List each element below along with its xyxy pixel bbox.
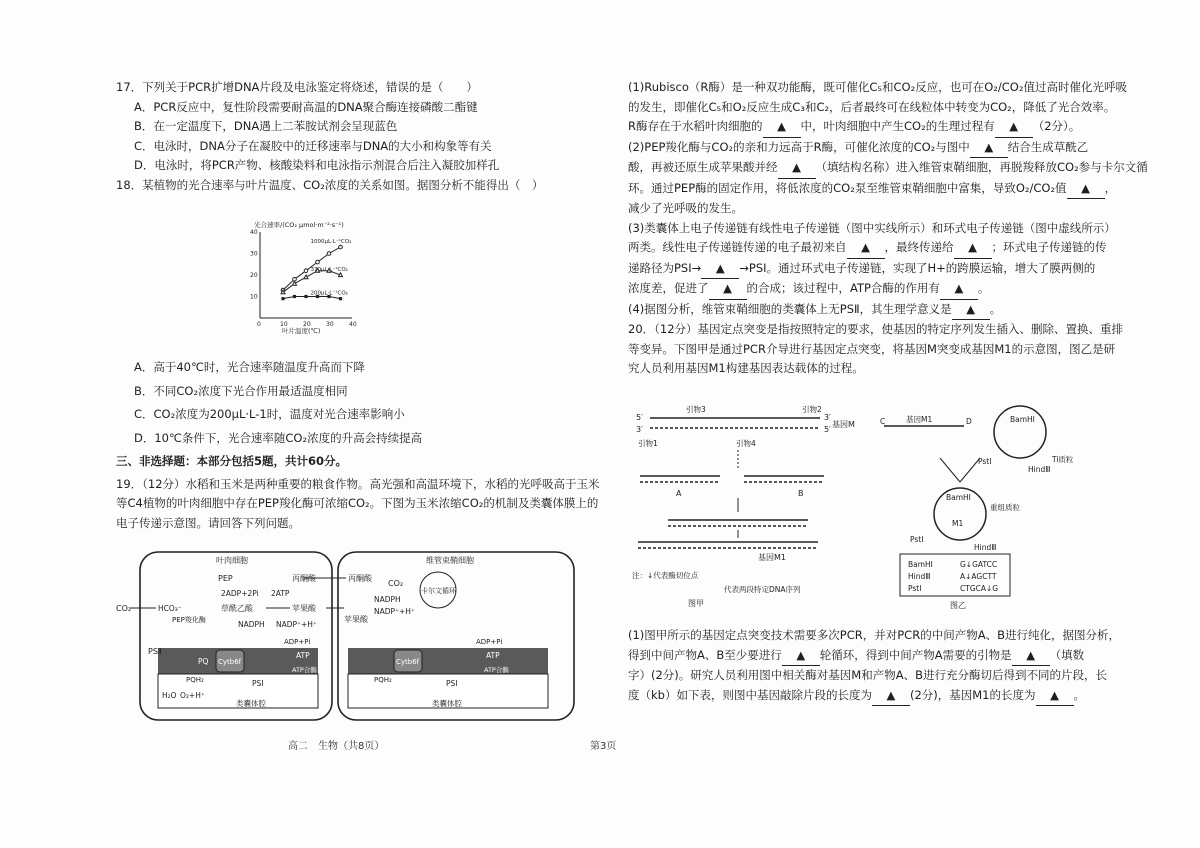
q20-1-text-a: 得到中间产物A、B至少要进行 [628,647,782,662]
q19-2-text-a: (2)PEP羧化酶与CO₂的亲和力远高于R酶，可催化浓度的CO₂与图中 [628,139,970,154]
q18-chart [232,218,362,336]
data-point [281,297,284,300]
figure-yi-caption: 图乙 [950,601,966,610]
psii-label: PSⅡ [148,647,162,656]
q19-stem-1: 19．（12分）水稻和玉米是两种重要的粮食作物。高光强和高温环境下，水稻的光呼吸高于玉米 [116,476,600,491]
q19-1-text-a: R酶存在于水稻叶肉细胞的 [628,119,763,133]
atp-synthase-label-left: ATP合酶 [292,666,317,674]
nadp-label-left: NADP⁺+H⁺ [276,620,317,629]
q20-1-text-c: （填数 [1049,647,1085,662]
m1-label: M1 [952,519,964,528]
figure-jia-caption: 图甲 [688,599,704,608]
series-line-2 [283,297,341,299]
answer-blank[interactable]: ▲ [778,158,816,179]
figure-jia [628,402,878,612]
primer3-label: 引物3 [686,405,706,414]
answer-blank[interactable]: ▲ [782,646,820,667]
answer-blank[interactable]: ▲ [763,117,801,138]
adp-label: 2ADP+2Pi [221,589,259,598]
primer4-label: 引物4 [736,439,756,448]
q18-option-a: A．高于40℃时，光合速率随温度升高而下降 [134,360,365,374]
calvin-label: 卡尔文循环 [421,587,456,595]
q17-option-b: B．在一定温度下，DNA遇上二苯胺试剂会呈现蓝色 [134,119,398,133]
q19-2-line1 [628,138,1098,159]
q19-4-text-b: 。 [989,301,1002,316]
q20-1-line3: 字）(2分)。研究人员利用图中相关酶对基因M和产物A、B进行充分酶切后得到不同的片段，长 [628,668,1107,682]
q20-1-text-b: 轮循环，得到中间产物A需要的引物是 [819,647,1012,662]
co2-label-right: CO₂ [388,579,404,588]
answer-blank[interactable]: ▲ [847,238,885,259]
answer-blank[interactable]: ▲ [995,117,1033,138]
q19-3-text-b: ，最终传递给 [884,240,954,254]
adp-pi-label-left: ADP+Pi [284,638,311,646]
figure-note-2: 代表两段特定DNA序列 [724,585,801,594]
hind3-label-recomb: HindⅢ [974,543,997,552]
data-point [304,269,308,273]
bamh1-label-recomb: BamHⅠ [946,493,971,502]
footer-page-number: 第3页 [590,741,617,752]
ti-plasmid-label: Ti质粒 [1052,455,1074,464]
y-tick-label: 30 [250,250,258,258]
pst1-label-recomb: PstⅠ [910,535,924,544]
q18-option-b: B．不同CO₂浓度下光合作用最适温度相同 [134,383,348,398]
q19-2-text-f: ， [1104,180,1117,195]
three-prime-bottom: 3′ [636,425,643,434]
data-point [327,252,331,256]
enzyme-name: BamHⅠ [908,560,933,569]
q17-option-c: C．电泳时，DNA分子在凝胶中的迁移速率与DNA的大小和构象等有关 [134,138,492,153]
x-tick-label: 0 [257,321,261,328]
answer-blank[interactable]: ▲ [1036,686,1074,707]
q19-4-line [628,300,1098,321]
section-heading: 三、非选择题：本部分包括5题，共计60分。 [116,454,348,468]
thylakoid-label-left: 类囊体腔 [236,699,266,708]
q19-3-text-h: 。 [977,281,990,295]
bundle-sheath-label: 维管束鞘细胞 [426,556,474,565]
q19-3-line4 [628,279,1098,300]
q19-1-line2: 的发生，即催化C₅和O₂反应生成C₃和C₂，后者最终可在线粒体中转变为CO₂，降低了光合效率。 [628,99,1116,114]
enzyme-site: CTGCA↓G [960,584,999,593]
data-point [304,295,307,298]
data-point [304,275,308,279]
q19-1-line1: (1)Rubisco（R酶）是一种双功能酶，既可催化C₅和CO₂反应，也可在O₂/CO₂值过高时催化光呼吸 [628,80,1127,94]
q17-option-a: A．PCR反应中，复性阶段需要耐高温的DNA聚合酶连接磷酸二酯键 [134,99,478,114]
y-tick-label: 10 [250,293,258,301]
q19-3-line2 [628,238,1107,259]
enzyme-name: PstⅠ [908,584,922,593]
q20-stem-1: 20．（12分）基因定点突变是指按照特定的要求，使基因的特定序列发生插入、删除、置换、重排 [628,322,1124,336]
answer-blank[interactable]: ▲ [709,279,747,300]
nadp-label-right: NADP⁺+H⁺ [374,607,415,616]
data-point [339,297,342,300]
q20-1-line1: (1)图甲所示的基因定点突变技术需要多次PCR，并对PCR的中间产物A、B进行纯化，据图分析， [628,628,1120,642]
product-b-label: B [798,489,804,498]
y-tick-label: 20 [250,272,258,279]
pqh2-label-right: PQH₂ [374,676,392,684]
data-point [339,245,343,249]
psi-label-right: PSⅠ [446,679,458,688]
left-column-lower [116,358,600,533]
atp-label-right: ATP [486,651,500,660]
primer1-label: 引物1 [638,439,658,448]
q19-3-line3 [628,259,1098,280]
x-tick-label: 20 [303,321,311,328]
q19-stem-3: 电子传递示意图。请回答下列问题。 [116,515,300,530]
q19-3-text-c: ；环式电子传递链的传 [991,240,1107,254]
cytb6f-label-right: Cytb6f [396,658,420,666]
q19-3-text-f: 浓度差，促进了 [628,281,709,295]
hco3-label: HCO₃⁻ [158,604,182,613]
pyruvate-label-right: 丙酮酸 [348,574,372,583]
right-column-lower [628,626,1120,706]
x-tick-label: 10 [280,321,288,328]
q20-stem-3: 究人员利用基因M1构建基因表达载体的过程。 [628,361,864,375]
h2o-label: H₂O [162,691,177,700]
q19-2-text-e: 环。通过PEP酶的固定作用，将低浓度的CO₂泵至维管束鞘细胞中富集，导致O₂/CO₂值 [628,180,1067,195]
nadph-label-right: NADPH [374,595,401,604]
q19-1-score: （2分）。 [1032,119,1081,133]
q19-stem-2: 等C4植物的叶肉细胞中存在PEP羧化酶可浓缩CO₂。下图为玉米浓缩CO₂的机制及类囊体膜上的 [116,496,599,510]
pqh2-label-left: PQH₂ [186,676,204,684]
cytb6f-label-left: Cytb6f [218,658,242,666]
q20-1-text-d: 度（kb）如下表，则图中基因敲除片段的长度为 [628,687,872,702]
recombinant-plasmid-label: 重组质粒 [990,503,1020,512]
gene-m-label: 基因M [832,420,855,429]
figure-yi [880,402,1100,612]
q19-1-line3 [628,117,1098,138]
answer-blank[interactable]: ▲ [1067,179,1105,200]
answer-blank[interactable]: ▲ [954,238,992,259]
q18-option-c: C．CO₂浓度为200μL·L-1时，温度对光合速率影响小 [134,407,405,421]
q17-stem: 17．下列关于PCR扩增DNA片段及电泳鉴定将烧述，错误的是（ ） [116,80,478,94]
q19-2-text-b: 结合生成草酰乙 [1007,139,1089,154]
data-point [293,281,297,285]
series-label: 1000μL·L⁻¹CO₂ [310,239,352,246]
label-c-top: C [880,417,886,426]
footer-left: 高二 生物（共8页） [288,741,385,752]
q19-2-line3 [628,179,1117,200]
gene-m1-label-jia: 基因M1 [758,553,786,562]
data-point [293,295,296,298]
five-prime-top: 5′ [636,413,643,422]
hind3-label-ti: HindⅢ [1028,465,1051,474]
q17-option-d: D．电泳时，将PCR产物、核酸染料和电泳指示剂混合后注入凝胶加样孔 [134,158,500,172]
q19-3-line1: (3)类囊体上电子传递链有线性电子传递链（图中实线所示）和环式电子传递链（图中虚线所示） [628,220,1116,235]
c4-diagram [116,548,592,724]
right-column [628,78,1148,379]
x-tick-label: 30 [326,321,334,328]
q19-2-text-d: （填结构名称）进入维管束鞘细胞，再脱羧释放CO₂参与卡尔文循 [815,160,1148,174]
enzyme-site: A↓AGCTT [960,572,997,581]
answer-blank[interactable]: ▲ [872,686,910,707]
data-point [339,273,343,277]
pep-label: PEP [218,574,233,583]
q19-2-line2 [628,158,1148,179]
q20-1-text-f: 。 [1073,687,1085,702]
primer2-label: 引物2 [802,405,822,414]
data-point [316,260,320,264]
q19-3-text-d: 递路径为PSI→ [628,260,702,275]
q19-2-line4: 减少了光呼吸的发生。 [628,201,743,215]
enzyme-site: G↓GATCC [960,560,998,569]
enzyme-name: HindⅢ [908,572,931,581]
gene-m1-label-yi: 基因M1 [906,415,933,424]
malate-label-left: 苹果酸 [292,604,316,613]
x-tick-label: 40 [349,321,357,328]
thylakoid-membrane-right [348,648,548,674]
ti-plasmid [994,406,1046,458]
pepc-label: PEP羧化酶 [172,616,206,624]
q18-stem: 18．某植物的光合速率与叶片温度、CO₂浓度的关系如图。据图分析不能得出（ ） [116,177,544,192]
atp-label-left: ATP [296,651,310,660]
pyruvate-label-left: 丙酮酸 [292,574,316,583]
adp-pi-label-right: ADP+Pi [476,638,503,646]
answer-blank[interactable]: ▲ [952,300,990,321]
q19-2-text-c: 酸，再被还原生成苹果酸并经 [628,160,778,174]
product-a-label: A [676,489,682,498]
series-label: 370μL·L⁻¹CO₂ [310,267,348,273]
pq-label: PQ [198,657,209,666]
bamh1-label-ti: BamHⅠ [1010,415,1035,424]
figure-note: 注：↓代表酶切位点 [632,571,699,580]
chart-ylabel: 光合速率/(CO₂ μmol·m⁻²·s⁻¹) [254,221,344,229]
co2-outside: CO₂ [116,604,132,613]
q19-3-text-g: 的合成；该过程中，ATP合酶的作用有 [746,281,940,295]
series-label: 200μL·L⁻¹CO₂ [310,290,348,297]
atp2-label: 2ATP [271,589,290,598]
q19-3-text-a: 两类。线性电子传递链传递的电子最初来自 [628,240,847,254]
atp-synthase-label-right: ATP合酶 [484,666,509,674]
answer-blank[interactable]: ▲ [701,259,739,280]
answer-blank[interactable]: ▲ [1012,646,1050,667]
left-column [116,78,590,195]
q20-1-line2 [628,646,1098,667]
q19-3-text-e: →PSI。通过环式电子传递链，实现了H+的跨膜运输，增大了膜两侧的 [739,260,1096,275]
y-tick-label: 40 [250,229,258,236]
mesophyll-label: 叶肉细胞 [216,556,248,565]
q20-1-line4 [628,686,1098,707]
answer-blank[interactable]: ▲ [970,138,1008,159]
label-d-top: D [966,417,972,426]
pst1-label-ti: PstⅠ [978,457,992,466]
nadph-label-left: NADPH [238,620,265,629]
q18-option-d: D．10℃条件下，光合速率随CO₂浓度的升高会持续提高 [134,430,423,445]
five-prime-bottom: 5′ [824,425,831,434]
q20-1-text-e: (2分)，基因M1的长度为 [909,687,1036,702]
o2-label: O₂+H⁺ [180,691,205,700]
malate-label-right: 苹果酸 [344,615,368,624]
oaa-label: 草酰乙酸 [221,604,253,613]
three-prime-top: 3′ [824,413,831,422]
thylakoid-label-right: 类囊体腔 [432,699,462,708]
answer-blank[interactable]: ▲ [940,279,978,300]
q19-1-text-b: 中，叶肉细胞中产生CO₂的生理过程有 [800,119,995,133]
chart-xlabel: 叶片温度(℃) [282,327,321,335]
psi-label-left: PSⅠ [252,679,264,688]
q20-stem-2: 等变异。下图甲是通过PCR介导进行基因定点突变，将基因M突变成基因M1的示意图，图乙是研 [628,341,1116,356]
q19-4-text-a: (4)据图分析，维管束鞘细胞的类囊体上无PSⅡ，其生理学意义是 [628,301,952,316]
